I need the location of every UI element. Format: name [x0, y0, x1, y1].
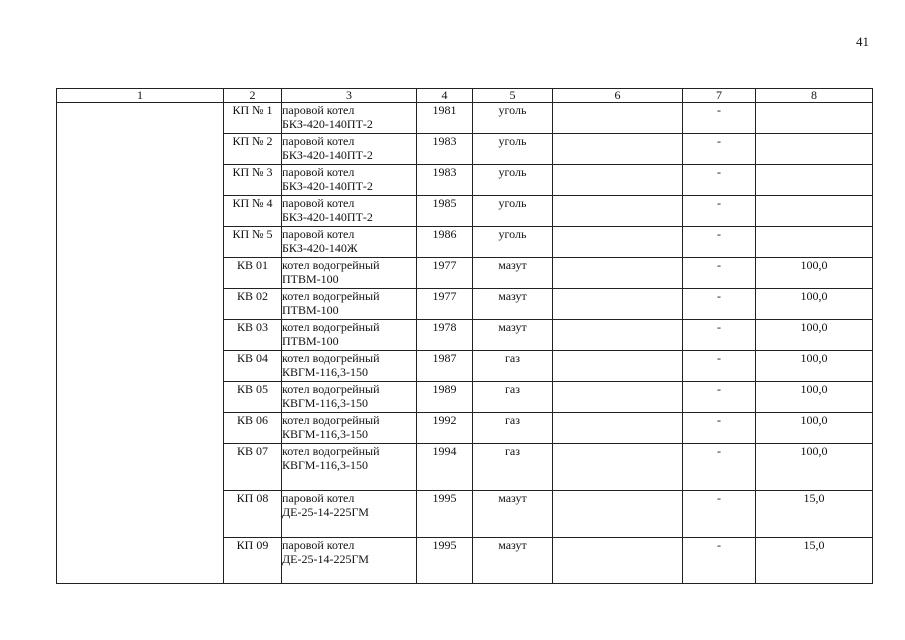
capacity-cell	[756, 227, 873, 258]
year-cell: 1995	[417, 538, 473, 584]
column-6-cell	[553, 491, 683, 538]
year-cell: 1994	[417, 444, 473, 491]
capacity-cell: 100,0	[756, 444, 873, 491]
column-6-cell	[553, 289, 683, 320]
column-6-cell	[553, 413, 683, 444]
column-number: 5	[473, 89, 553, 103]
column-6-cell	[553, 103, 683, 134]
unit-model-text: БКЗ-420-140ПТ-2	[282, 210, 373, 224]
column-number: 1	[57, 89, 224, 103]
fuel-cell: уголь	[473, 134, 553, 165]
fuel-cell: газ	[473, 382, 553, 413]
unit-model-text: КВГМ-116,3-150	[282, 427, 369, 441]
capacity-cell: 100,0	[756, 258, 873, 289]
column-7-cell: -	[683, 289, 756, 320]
year-cell: 1987	[417, 351, 473, 382]
unit-type-text: котел водогрейный	[282, 382, 380, 396]
column-7-cell: -	[683, 382, 756, 413]
unit-type-text: котел водогрейный	[282, 289, 380, 303]
unit-name-cell	[282, 103, 417, 134]
year-cell: 1981	[417, 103, 473, 134]
year-cell: 1995	[417, 491, 473, 538]
year-cell: 1977	[417, 258, 473, 289]
unit-model-text: БКЗ-420-140ПТ-2	[282, 117, 373, 131]
unit-id-cell: КП № 1	[224, 103, 282, 134]
fuel-cell: мазут	[473, 258, 553, 289]
unit-id-cell: КВ 05	[224, 382, 282, 413]
column-7-cell: -	[683, 413, 756, 444]
unit-id-cell: КП 09	[224, 538, 282, 584]
column-7-cell: -	[683, 196, 756, 227]
unit-model-text: ПТВМ-100	[282, 272, 339, 286]
unit-type-text: паровой котел	[282, 196, 355, 210]
unit-name-cell	[282, 444, 417, 491]
year-cell: 1983	[417, 165, 473, 196]
capacity-cell	[756, 134, 873, 165]
fuel-cell: мазут	[473, 320, 553, 351]
unit-name-cell	[282, 382, 417, 413]
unit-id-cell: КВ 01	[224, 258, 282, 289]
unit-name-cell	[282, 258, 417, 289]
unit-model-text: КВГМ-116,3-150	[282, 396, 369, 410]
column-6-cell	[553, 134, 683, 165]
unit-model-text: ПТВМ-100	[282, 303, 339, 317]
unit-type-text: паровой котел	[282, 227, 355, 241]
unit-id-cell: КВ 03	[224, 320, 282, 351]
column-7-cell: -	[683, 538, 756, 584]
unit-model-text: КВГМ-116,3-150	[282, 365, 369, 379]
fuel-cell: уголь	[473, 103, 553, 134]
unit-type-text: котел водогрейный	[282, 320, 380, 334]
unit-type-text: паровой котел	[282, 538, 355, 552]
year-cell: 1978	[417, 320, 473, 351]
column-number: 8	[756, 89, 873, 103]
capacity-cell	[756, 165, 873, 196]
unit-model-text: БКЗ-420-140ПТ-2	[282, 148, 373, 162]
capacity-cell: 100,0	[756, 289, 873, 320]
unit-model-text: ДЕ-25-14-225ГМ	[282, 505, 369, 519]
page-number: 41	[856, 34, 869, 49]
column-6-cell	[553, 351, 683, 382]
column-6-cell	[553, 538, 683, 584]
column-number: 7	[683, 89, 756, 103]
table-row	[57, 103, 873, 134]
column-7-cell: -	[683, 351, 756, 382]
unit-name-cell	[282, 491, 417, 538]
year-cell: 1989	[417, 382, 473, 413]
column-number: 2	[224, 89, 282, 103]
unit-name-cell	[282, 196, 417, 227]
unit-id-cell: КВ 07	[224, 444, 282, 491]
fuel-cell: газ	[473, 413, 553, 444]
unit-id-cell: КП № 3	[224, 165, 282, 196]
column-7-cell: -	[683, 444, 756, 491]
year-cell: 1983	[417, 134, 473, 165]
capacity-cell	[756, 196, 873, 227]
column-7-cell: -	[683, 320, 756, 351]
column-7-cell: -	[683, 227, 756, 258]
column-number: 6	[553, 89, 683, 103]
boiler-table	[56, 88, 873, 584]
unit-model-text: БКЗ-420-140Ж	[282, 241, 358, 255]
unit-id-cell: КВ 04	[224, 351, 282, 382]
unit-name-cell	[282, 413, 417, 444]
fuel-cell: уголь	[473, 227, 553, 258]
year-cell: 1986	[417, 227, 473, 258]
unit-type-text: котел водогрейный	[282, 258, 380, 272]
column-number: 4	[417, 89, 473, 103]
year-cell: 1992	[417, 413, 473, 444]
column-7-cell: -	[683, 134, 756, 165]
column-7-cell: -	[683, 258, 756, 289]
column-6-cell	[553, 444, 683, 491]
unit-id-cell: КВ 02	[224, 289, 282, 320]
capacity-cell: 100,0	[756, 382, 873, 413]
unit-name-cell	[282, 289, 417, 320]
column-7-cell: -	[683, 165, 756, 196]
column-6-cell	[553, 227, 683, 258]
unit-model-text: ПТВМ-100	[282, 334, 339, 348]
fuel-cell: уголь	[473, 165, 553, 196]
unit-model-text: БКЗ-420-140ПТ-2	[282, 179, 373, 193]
unit-type-text: паровой котел	[282, 491, 355, 505]
column-number: 3	[282, 89, 417, 103]
column-6-cell	[553, 320, 683, 351]
unit-type-text: котел водогрейный	[282, 444, 380, 458]
year-cell: 1977	[417, 289, 473, 320]
unit-type-text: паровой котел	[282, 165, 355, 179]
unit-model-text: КВГМ-116,3-150	[282, 458, 369, 472]
fuel-cell: мазут	[473, 289, 553, 320]
unit-id-cell: КП № 5	[224, 227, 282, 258]
capacity-cell: 100,0	[756, 413, 873, 444]
unit-type-text: паровой котел	[282, 103, 355, 117]
capacity-cell: 15,0	[756, 538, 873, 584]
unit-name-cell	[282, 165, 417, 196]
unit-type-text: паровой котел	[282, 134, 355, 148]
column-1-cell	[57, 103, 224, 584]
unit-id-cell: КП № 4	[224, 196, 282, 227]
unit-name-cell	[282, 227, 417, 258]
unit-name-cell	[282, 538, 417, 584]
column-6-cell	[553, 165, 683, 196]
unit-id-cell: КВ 06	[224, 413, 282, 444]
fuel-cell: газ	[473, 351, 553, 382]
year-cell: 1985	[417, 196, 473, 227]
unit-type-text: котел водогрейный	[282, 351, 380, 365]
column-6-cell	[553, 258, 683, 289]
column-7-cell: -	[683, 491, 756, 538]
capacity-cell: 15,0	[756, 491, 873, 538]
column-7-cell: -	[683, 103, 756, 134]
column-6-cell	[553, 196, 683, 227]
capacity-cell	[756, 103, 873, 134]
fuel-cell: мазут	[473, 491, 553, 538]
fuel-cell: газ	[473, 444, 553, 491]
unit-id-cell: КП 08	[224, 491, 282, 538]
fuel-cell: уголь	[473, 196, 553, 227]
capacity-cell: 100,0	[756, 351, 873, 382]
unit-type-text: котел водогрейный	[282, 413, 380, 427]
column-number-row	[57, 89, 873, 103]
column-6-cell	[553, 382, 683, 413]
unit-name-cell	[282, 320, 417, 351]
capacity-cell: 100,0	[756, 320, 873, 351]
fuel-cell: мазут	[473, 538, 553, 584]
unit-id-cell: КП № 2	[224, 134, 282, 165]
unit-model-text: ДЕ-25-14-225ГМ	[282, 552, 369, 566]
unit-name-cell	[282, 134, 417, 165]
unit-name-cell	[282, 351, 417, 382]
